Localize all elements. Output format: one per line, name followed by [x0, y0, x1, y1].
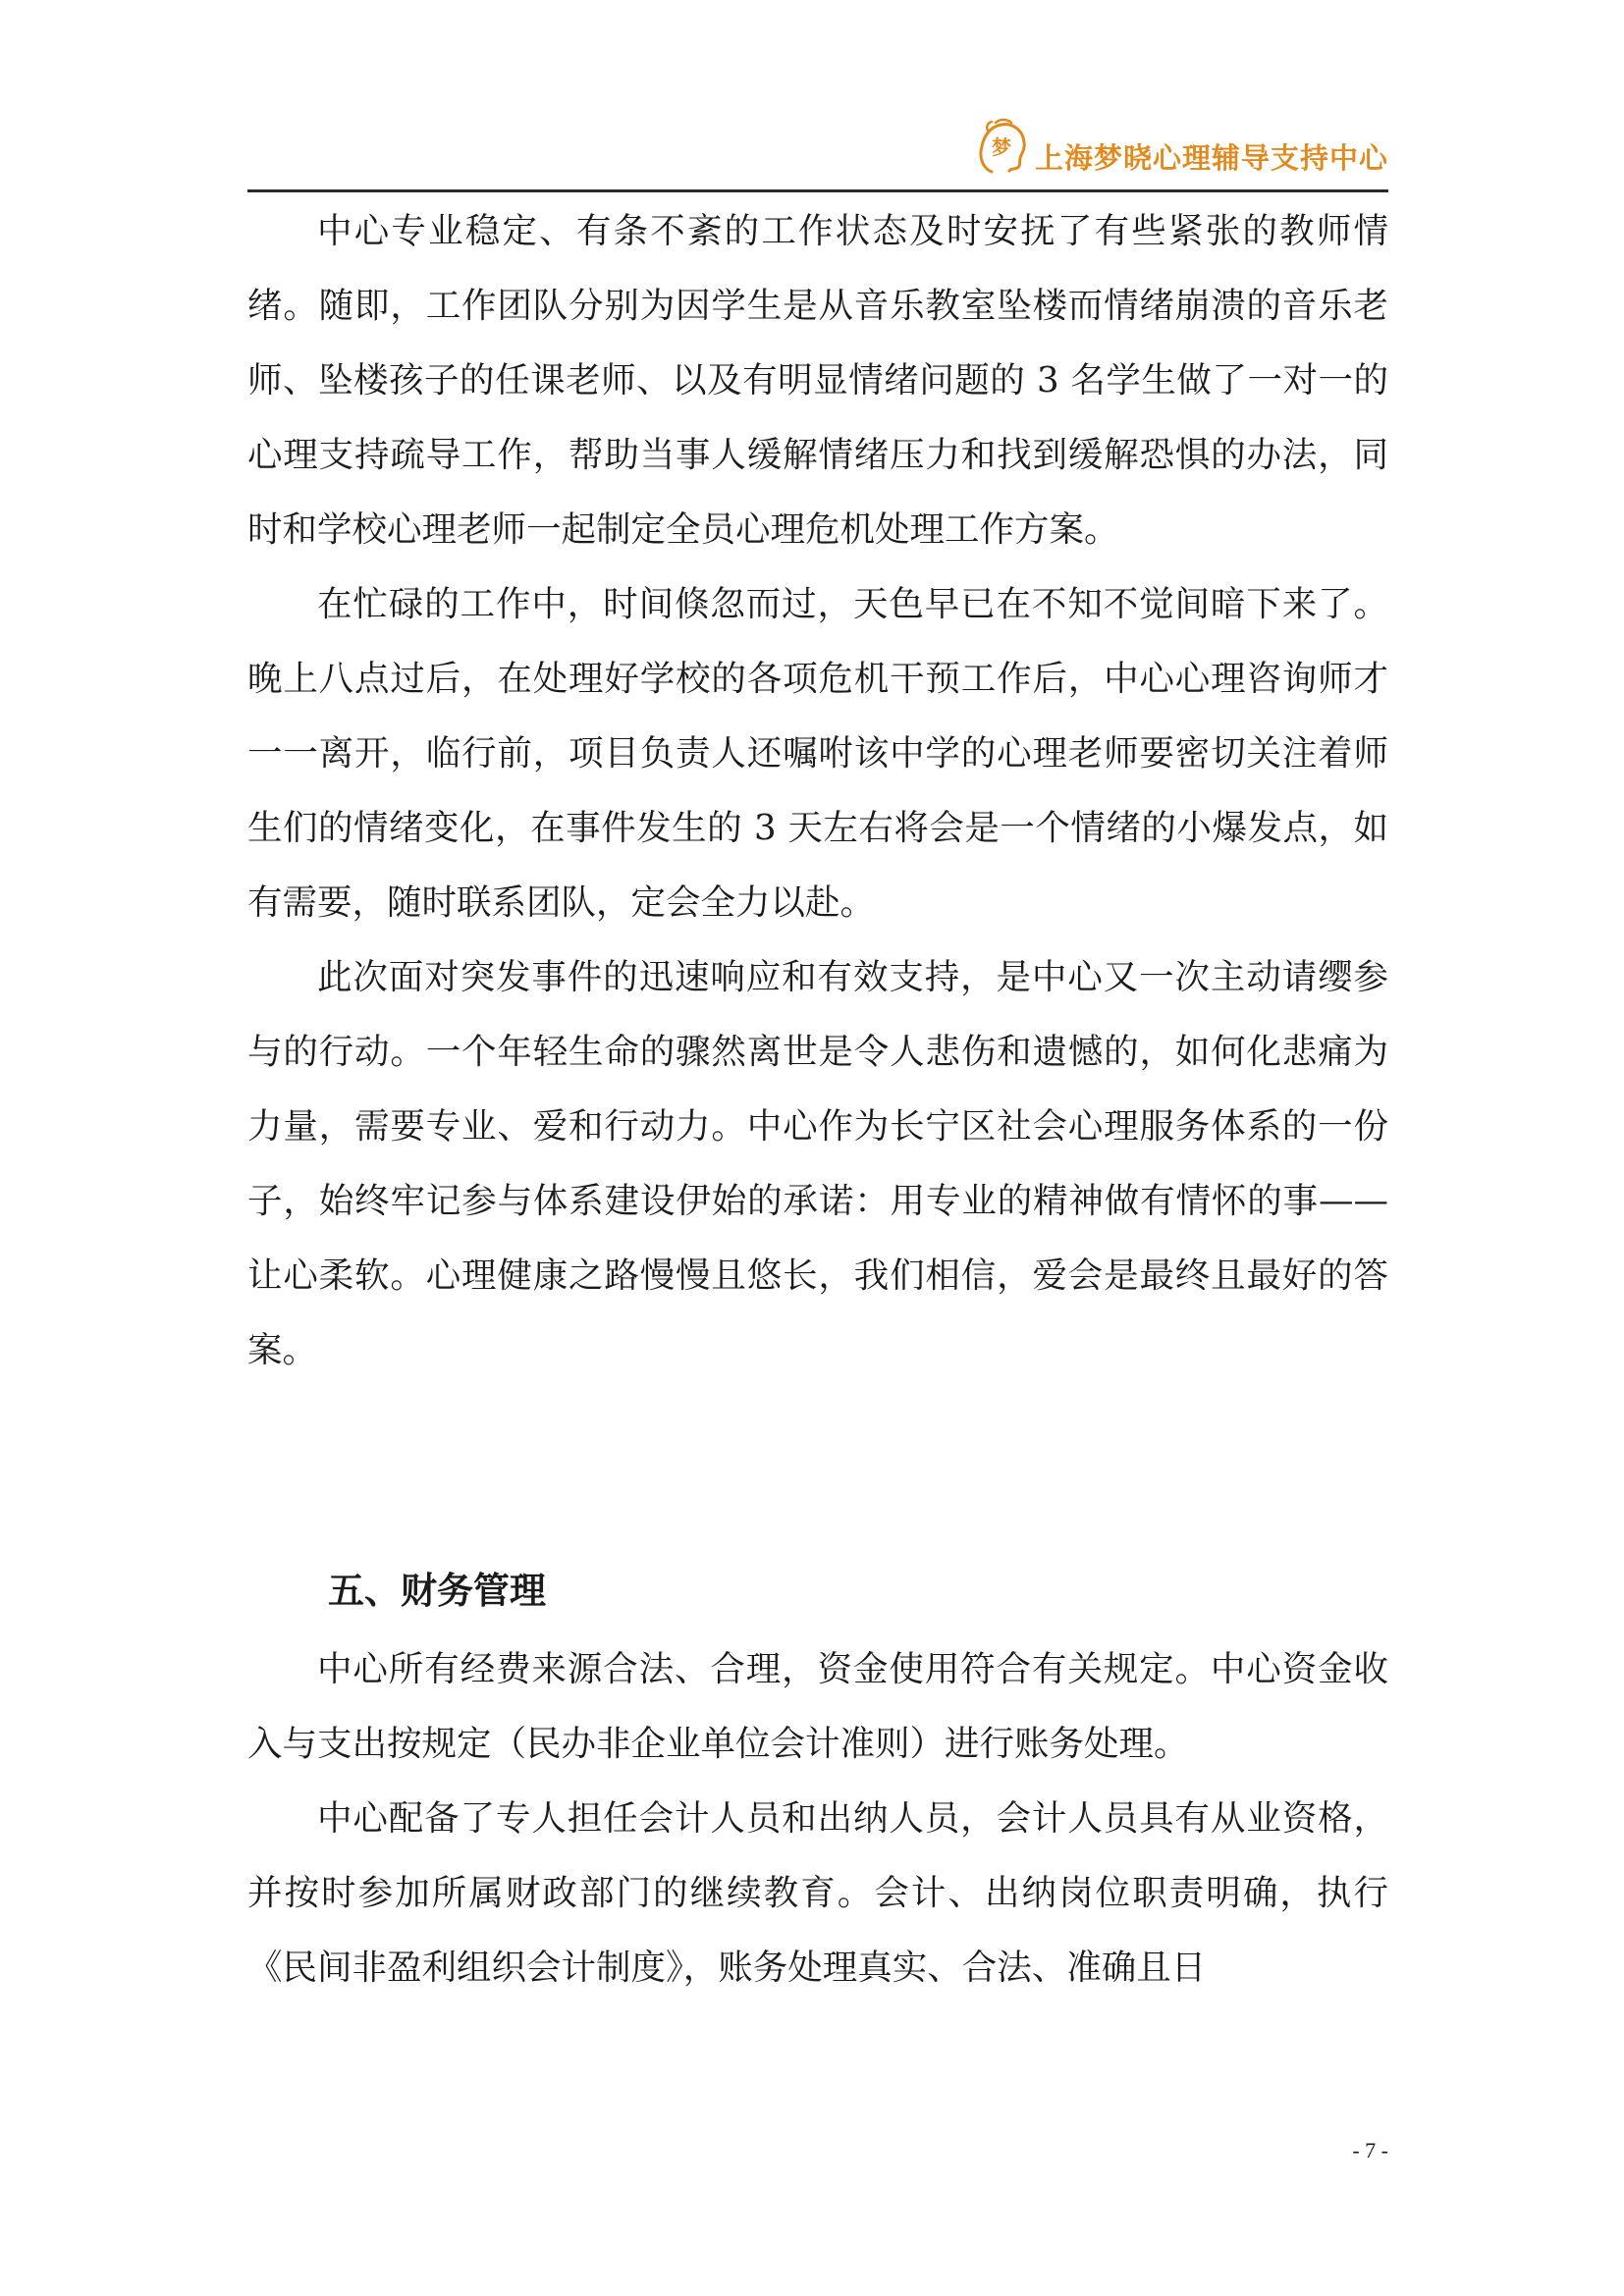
section-paragraph-1: 中心所有经费来源合法、合理，资金使用符合有关规定。中心资金收入与支出按规定（民办非企业单位会计准则）进行账务处理。: [247, 1649, 1388, 1764]
header-divider: [247, 189, 1388, 192]
body-paragraph-1: 中心专业稳定、有条不紊的工作状态及时安抚了有些紧张的教师情绪。随即，工作团队分别为因学生是从音乐教室坠楼而情绪崩溃的音乐老师、坠楼孩子的任课老师、以及有明显情绪问题的 3 名学生做了一对一的心理支持疏导工作，帮助当事人缓解情绪压力和找到缓解恐惧的办法，同时和学校心理老师一起制定全员心理危机处理工作方案。: [247, 211, 1388, 550]
body-text: [247, 194, 1388, 1388]
org-name: 上海梦晓心理辅导支持中心: [1034, 140, 1388, 175]
org-logo: [974, 108, 1388, 187]
section-text: [247, 1632, 1388, 2005]
logo-glyph: 梦: [991, 135, 1011, 159]
section-heading: 五、财务管理: [328, 1570, 546, 1612]
body-paragraph-2: 在忙碌的工作中，时间倏忽而过，天色早已在不知不觉间暗下来了。晚上八点过后，在处理好学校的各项危机干预工作后，中心心理咨询师才一一离开，临行前，项目负责人还嘱咐该中学的心理老师要密切关注着师生们的情绪变化，在事件发生的 3 天左右将会是一个情绪的小爆发点，如有需要，随时联系团队，定会全力以赴。: [247, 584, 1388, 923]
page-header: [247, 108, 1388, 190]
section-paragraph-2: 中心配备了专人担任会计人员和出纳人员，会计人员具有从业资格，并按时参加所属财政部门的继续教育。会计、出纳岗位职责明确，执行《民间非盈利组织会计制度》，账务处理真实、合法、准确且日: [247, 1798, 1388, 1988]
org-logo-icon: [974, 117, 1029, 178]
body-paragraph-3: 此次面对突发事件的迅速响应和有效支持，是中心又一次主动请缨参与的行动。一个年轻生命的骤然离世是令人悲伤和遗憾的，如何化悲痛为力量，需要专业、爱和行动力。中心作为长宁区社会心理服务体系的一份子，始终牢记参与体系建设伊始的承诺：用专业的精神做有情怀的事——让心柔软。心理健康之路慢慢且悠长，我们相信，爱会是最终且最好的答案。: [247, 957, 1388, 1370]
page-number: - 7 -: [1352, 2138, 1388, 2163]
